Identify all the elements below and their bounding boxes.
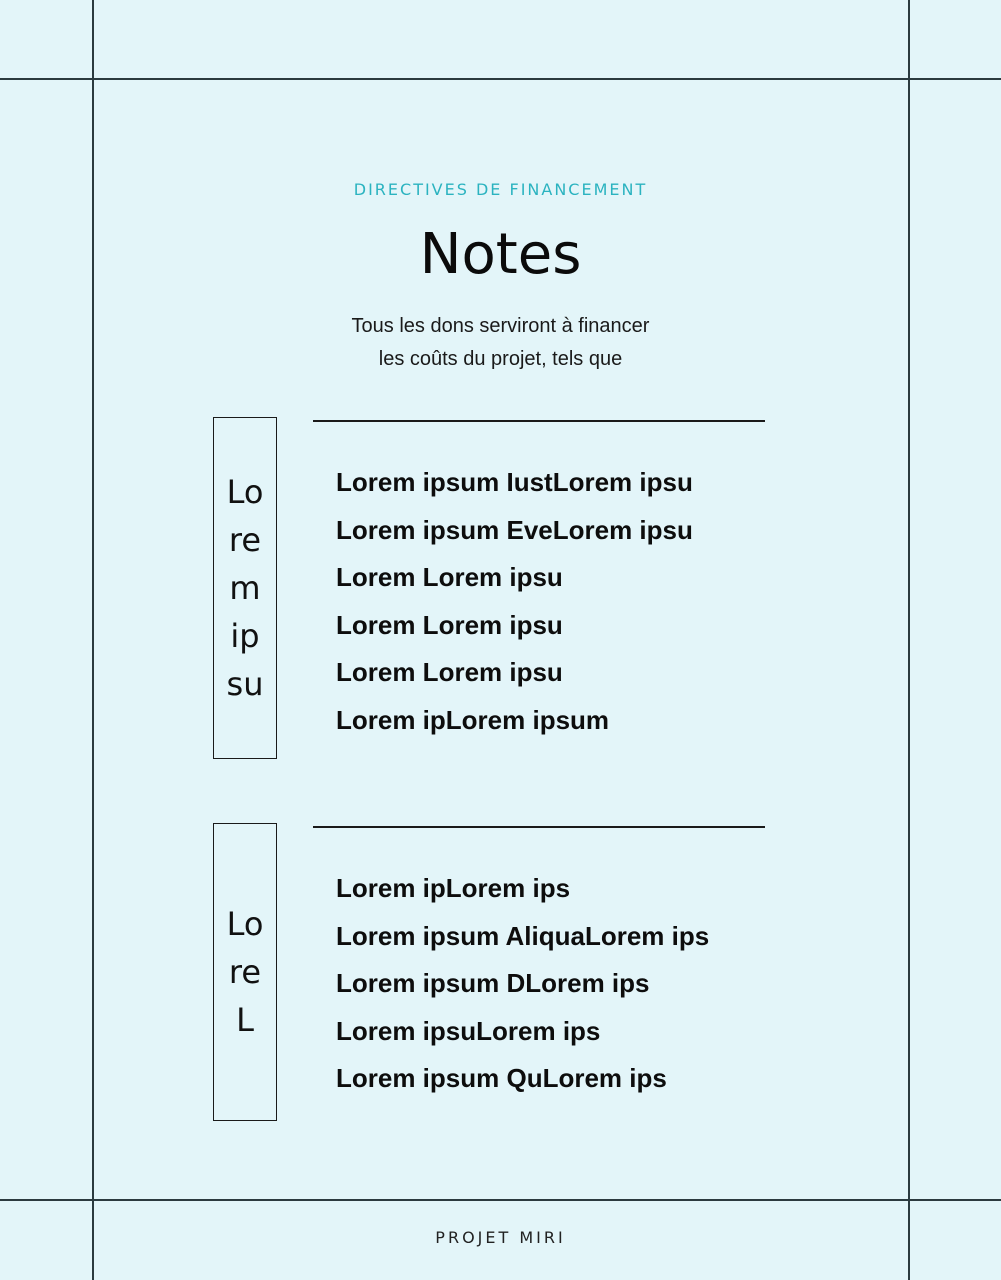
list-item: Lorem Lorem ipsu — [336, 562, 563, 592]
footer-label: PROJET MIRI — [435, 1228, 566, 1247]
list-item: Lorem ipLorem ips — [336, 873, 571, 903]
section-1-divider — [313, 420, 765, 422]
list-item: Lorem Lorem ipsu — [336, 609, 563, 640]
list-item: Lorem ipsum DLorem ips — [336, 968, 650, 998]
side-label-line: su — [226, 665, 264, 703]
side-label-line: ip — [230, 617, 260, 655]
list-item: Lorem ipsum QuLorem ips — [336, 1063, 667, 1093]
page-title: Notes — [419, 222, 582, 287]
side-label-line: re — [228, 521, 262, 559]
section-2-list — [336, 865, 709, 1103]
subtitle — [0, 310, 1001, 376]
side-label-line: re — [228, 953, 262, 991]
frame-line-bottom — [0, 1199, 1001, 1201]
list-item: Lorem ipsum IustLorem ipsu — [336, 467, 693, 497]
side-label-line: Lo — [226, 473, 264, 511]
section-2-divider — [313, 826, 765, 828]
side-label-line: m — [229, 569, 261, 607]
list-item: Lorem Lorem ipsu — [336, 657, 563, 687]
list-item: Lorem ipsum EveLorem ipsu — [336, 514, 693, 545]
section-2-side-label — [213, 823, 277, 1121]
list-item: Lorem ipLorem ipsum — [336, 704, 610, 735]
frame-line-top — [0, 78, 1001, 80]
subtitle-line: les coûts du projet, tels que — [378, 348, 623, 370]
side-label-line: Lo — [226, 905, 264, 943]
list-item: Lorem ipsuLorem ips — [336, 1015, 601, 1046]
subtitle-line: Tous les dons serviront à financer — [351, 315, 650, 337]
eyebrow-label: DIRECTIVES DE FINANCEMENT — [353, 180, 648, 199]
section-1-side-label — [213, 417, 277, 759]
section-1-list — [336, 459, 693, 744]
list-item: Lorem ipsum AliquaLorem ips — [336, 920, 710, 951]
side-label-line: L — [236, 1001, 254, 1039]
